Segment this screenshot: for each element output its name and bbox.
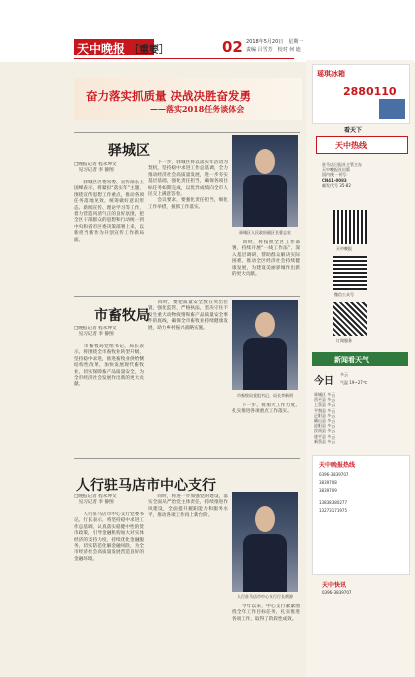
city-weather-list [314, 392, 404, 444]
qr-code[interactable] [333, 302, 367, 336]
city-weather: 驿城区 多云 [314, 392, 336, 397]
article-text: 驿城区区委常委、宣传部长王国峰表示，将紧扣“落实年”主题，围绕宣传思想工作重点，推动各项任务落地见效，统筹做好意识形态、新闻宣传、理论学习等工作，着力营造风清气正的良好氛围，把全区干部群众的思想和行动统一到中央和省市区委决策部署上来，以新担当新作为开创宣传工作新局面。 [74, 180, 144, 243]
today-label: 今日 [314, 376, 334, 387]
byline: □晚报记者 程永坤文 见习记者 李 静图 [74, 162, 117, 174]
portrait-suit [243, 175, 287, 227]
ad-phone: 2880110 [343, 85, 397, 98]
article-text: 同时，要把质量安全放在突出位置，强化监管，严格执法，坚决守住不发生重大动物疫情和畜产品质量安全事件的底线，确保全市畜牧业持续健康发展，助力乡村振兴战略实施。 [148, 300, 228, 331]
portrait-suit [243, 338, 287, 390]
ad-title: 瑶琪冰箱 [317, 70, 345, 78]
section-title-yicheng: 驿城区 [108, 143, 150, 159]
byline: □晚报记者 程永坤文 见习记者 李 静图 [74, 326, 117, 338]
weather-banner [312, 352, 408, 366]
article-text: 市畜牧局党组书记、局长表示，将围绕全市畜牧业转型升级，坚持稳中求进，推进畜牧业供给侧结构性改革，加快发展现代畜牧业，切实保障畜产品质量安全，为全市经济社会发展作出新的更大贡献。 [74, 344, 144, 388]
photo-caption: 市畜牧局党组书记、局长李新明 [237, 393, 293, 398]
addr-line: 驻马店日报社主管主办 [322, 162, 362, 167]
addr-line: 天中晚报社出版 [322, 167, 350, 173]
ad2-mobile: 13838380277 [319, 500, 347, 505]
sidebar-ad2 [312, 455, 410, 575]
divider [74, 132, 300, 133]
article-text: 下一步，驿城区将以落实年活动为契机，坚持稳中求进工作总基调，全力推动经济社会高质量发展，进一步夯实基层基础，强化责任担当，确保各项目标任务如期完成，以优异成绩向全市人民交上满意答卷。 会议要求，要强化责任担当，细化工作举措，狠抓工作落实。 [148, 160, 228, 210]
page-number: 02 [222, 38, 243, 56]
ad-image [379, 99, 405, 119]
city-weather: 上蔡县 多云 [314, 402, 336, 408]
portrait-suit [243, 534, 287, 592]
box1-label: 看天下 [344, 127, 363, 134]
temperature: 气温 19~27℃ [340, 380, 368, 385]
addr-line: 邮发代号 35-82 [322, 182, 351, 188]
sidebar-ad [312, 64, 410, 124]
article-text: 今年以来，中心支行紧紧围绕全年工作目标任务，扎实推进各项工作，取得了阶段性成效。 [232, 604, 300, 622]
article-text: 人行驻马店市中心支行党委书记、行长表示，将坚持稳中求进工作总基调，认真落实稳健中性的货币政策，引导金融机构加大对实体经济的支持力度，持续优化金融服务，切实防范化解金融风险，为全市经济社会高质量发展营造良好的金融环境。 [74, 512, 144, 562]
article-text: 同时，将进一步加强党的建设，落实全面从严治党主体责任，持续推进作风建设，全面提升履职能力和服务水平，推动各项工作再上新台阶。 [148, 494, 228, 519]
portrait-photo [232, 135, 298, 227]
ad2-phone: 3839708 [319, 480, 337, 485]
ad2-phone: 0396-3839707 [319, 472, 349, 477]
city-weather: 遂平县 多云 [314, 433, 336, 439]
divider [74, 458, 300, 459]
ad2-phone: 3839709 [319, 488, 337, 493]
portrait-photo [232, 300, 298, 390]
article-text: 下一步，将加大工作力度，扎实推进各项重点工作落实。 [232, 403, 300, 415]
article-text: 同时，将按照全区工作部署，持续开展“一线工作法”，深入基层调研，帮助群众解决实际困难，推动全区经济社会持续健康发展，为建设美丽驿城作出新的更大贡献。 [232, 240, 300, 278]
city-weather: 平舆县 多云 [314, 407, 336, 413]
portrait-face [255, 149, 275, 174]
masthead-rule [74, 58, 294, 59]
ad2-mobile: 13273171975 [319, 508, 347, 513]
qr-label: 订阅服务 [336, 338, 352, 343]
city-weather: 泌阳县 多云 [314, 423, 336, 429]
hotline-label: 天中热线 [335, 141, 367, 150]
box2-phone: 0396-3839707 [322, 590, 352, 595]
divider [74, 296, 300, 297]
city-weather: 新蔡县 多云 [314, 438, 336, 444]
qr-code[interactable] [333, 256, 367, 290]
box2-label: 天中快讯 [322, 582, 347, 589]
banner-subhead: ——落实2018任务谈体会 [150, 104, 245, 114]
city-weather: 汝南县 多云 [314, 428, 336, 434]
weather-desc: 多云 [340, 372, 348, 377]
photo-caption: 人行驻马店市中心支行行长黄源 [237, 594, 293, 599]
portrait-face [255, 312, 275, 337]
weather-title: 新闻看天气 [334, 356, 369, 364]
date-line: 2018年5月20日 星期一 [246, 39, 304, 45]
editor-line: 责编 吕雪芳 校对 何 迪 [246, 47, 301, 53]
qr-label: 天中晚报 [336, 246, 352, 251]
section-label: ［重要］ [129, 45, 169, 56]
addr-line: 国内统一刊号： [322, 172, 350, 178]
portrait-face [255, 506, 275, 532]
city-weather: 正阳县 多云 [314, 412, 336, 418]
addr-block [322, 162, 406, 206]
byline: □晚报记者 程永坤文 见习记者 李 静图 [74, 494, 117, 506]
logo: 天中晚报 [77, 42, 126, 56]
city-weather: 西平县 多云 [314, 397, 336, 403]
masthead [0, 0, 415, 62]
banner-headline: 奋力落实抓质量 决战决胜奋发勇 [86, 89, 252, 103]
ad2-title: 天中晚报热线 [319, 462, 356, 469]
qr-code[interactable] [333, 210, 367, 244]
city-weather: 确山县 多云 [314, 418, 336, 424]
addr-line: CN41-0083 [322, 177, 347, 183]
qr-label: 微信公众号 [334, 292, 354, 297]
section-title-pboc: 人行驻马店市中心支行 [76, 478, 216, 494]
hotline-box [316, 136, 408, 154]
section-title-xumu: 市畜牧局 [94, 308, 150, 324]
portrait-photo [232, 492, 298, 592]
photo-caption: 驿城区人民政府副区长曹志宏 [239, 230, 291, 235]
